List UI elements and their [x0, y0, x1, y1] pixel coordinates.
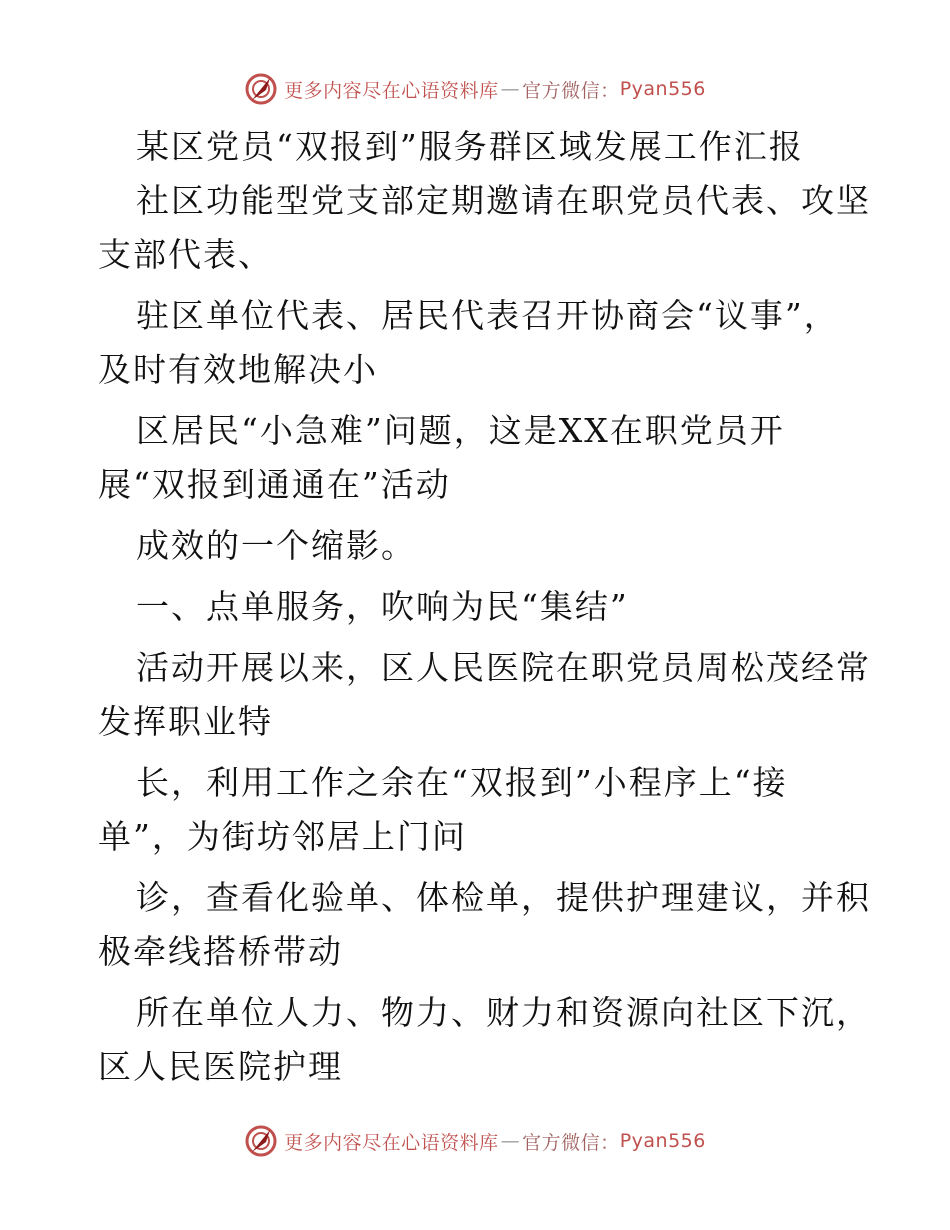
paragraph-line: 社区功能型党支部定期邀请在职党员代表、攻坚: [136, 181, 871, 220]
quill-logo-icon: [244, 72, 278, 106]
paragraph-line: 单”，为街坊邻居上门问: [98, 817, 467, 856]
paragraph-line: 成效的一个缩影。: [136, 526, 416, 565]
paragraph-line: 支部代表、: [98, 235, 273, 274]
paragraph-line: 及时有效地解决小: [98, 350, 378, 389]
paragraph-line: 极牵线搭桥带动: [98, 932, 343, 971]
footer-watermark: [0, 1124, 950, 1158]
paragraph-line: 活动开展以来，区人民医院在职党员周松茂经常: [136, 648, 871, 687]
watermark-label: 官方微信：: [522, 79, 620, 102]
paragraph-line: 展“双报到通通在”活动: [98, 465, 451, 504]
paragraph-line: 所在单位人力、物力、财力和资源向社区下沉，: [136, 993, 871, 1032]
paragraph-line: 发挥职业特: [98, 702, 273, 741]
section-heading: 一、点单服务，吹响为民“集结”: [136, 587, 629, 626]
header-watermark: [0, 72, 950, 106]
watermark-brand: 更多内容尽在心语资料库: [284, 79, 499, 102]
document-body: [98, 120, 871, 1094]
paragraph-line: 长，利用工作之余在“双报到”小程序上“接: [136, 763, 788, 802]
quill-logo-icon: [244, 1124, 278, 1158]
paragraph-line: 区人民医院护理: [98, 1047, 343, 1086]
paragraph-line: 区居民“小急难”问题，这是XX在职党员开: [136, 411, 785, 450]
watermark-dash: —: [500, 78, 521, 100]
watermark-brand: 更多内容尽在心语资料库: [284, 1131, 499, 1154]
watermark-dash: —: [500, 1130, 521, 1152]
watermark-id: Pyan556: [619, 78, 706, 100]
paragraph-line: 驻区单位代表、居民代表召开协商会“议事”，: [136, 296, 839, 335]
watermark-id: Pyan556: [619, 1130, 706, 1152]
watermark-label: 官方微信：: [522, 1131, 620, 1154]
document-title: 某区党员“双报到”服务群区域发展工作汇报: [136, 127, 804, 166]
paragraph-line: 诊，查看化验单、体检单，提供护理建议，并积: [136, 878, 871, 917]
